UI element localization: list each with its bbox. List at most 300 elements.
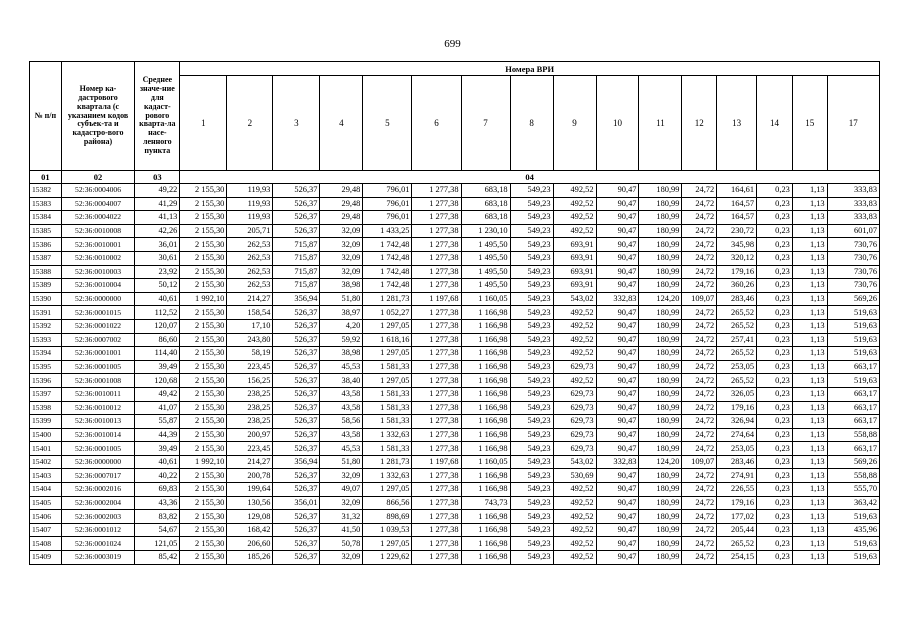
vri-value-15: 1,13 <box>792 265 827 279</box>
vri-value-9: 492,52 <box>553 347 596 361</box>
vri-value-3: 526,37 <box>273 428 320 442</box>
vri-value-10: 90,47 <box>596 523 639 537</box>
vri-value-6: 1 277,38 <box>412 483 461 497</box>
vri-value-4: 58,56 <box>320 415 363 429</box>
vri-value-4: 32,09 <box>320 238 363 252</box>
cadastral-quarter: 52:36:0010014 <box>61 428 135 442</box>
vri-value-3: 526,37 <box>273 347 320 361</box>
vri-value-6: 1 197,68 <box>412 292 461 306</box>
vri-value-3: 526,37 <box>273 319 320 333</box>
vri-value-7: 1 166,98 <box>461 347 510 361</box>
table-row <box>30 306 880 320</box>
table-row <box>30 455 880 469</box>
header-avg: Среднее значе-ние для кадаст-рового кварта-ла насе-ленного пункта <box>135 62 180 171</box>
vri-value-2: 158,54 <box>227 306 273 320</box>
vri-value-5: 1 052,27 <box>363 306 412 320</box>
vri-value-5: 1 297,05 <box>363 347 412 361</box>
vri-value-17: 730,76 <box>827 251 879 265</box>
vri-value-13: 265,52 <box>717 306 757 320</box>
vri-value-8: 549,23 <box>510 319 553 333</box>
row-index: 15405 <box>30 496 62 510</box>
vri-value-10: 90,47 <box>596 537 639 551</box>
cadastral-quarter: 52:36:0001005 <box>61 442 135 456</box>
vri-value-17: 519,63 <box>827 537 879 551</box>
vri-value-8: 549,23 <box>510 306 553 320</box>
average-value: 39,49 <box>135 360 180 374</box>
vri-value-10: 90,47 <box>596 184 639 198</box>
vri-value-12: 24,72 <box>682 401 717 415</box>
vri-value-13: 265,52 <box>717 537 757 551</box>
vri-value-5: 1 433,25 <box>363 224 412 238</box>
vri-value-4: 32,09 <box>320 496 363 510</box>
vri-value-17: 730,76 <box>827 279 879 293</box>
vri-value-6: 1 277,38 <box>412 238 461 252</box>
vri-value-11: 180,99 <box>639 374 682 388</box>
vri-value-9: 693,91 <box>553 279 596 293</box>
cadastral-quarter: 52:36:0002004 <box>61 496 135 510</box>
row-index: 15397 <box>30 387 62 401</box>
vri-value-8: 549,23 <box>510 238 553 252</box>
cadastral-quarter: 52:36:0010008 <box>61 224 135 238</box>
vri-value-3: 526,37 <box>273 523 320 537</box>
vri-value-17: 558,88 <box>827 469 879 483</box>
header-vri-1: 1 <box>180 76 227 171</box>
table-row <box>30 483 880 497</box>
vri-value-1: 2 155,30 <box>180 319 227 333</box>
vri-value-5: 1 581,33 <box>363 360 412 374</box>
vri-value-11: 180,99 <box>639 184 682 198</box>
vri-value-6: 1 277,38 <box>412 211 461 225</box>
row-index: 15390 <box>30 292 62 306</box>
vri-value-2: 168,42 <box>227 523 273 537</box>
vri-value-15: 1,13 <box>792 251 827 265</box>
vri-value-14: 0,23 <box>757 374 793 388</box>
vri-value-3: 526,37 <box>273 510 320 524</box>
vri-value-11: 180,99 <box>639 224 682 238</box>
vri-value-10: 90,47 <box>596 510 639 524</box>
vri-value-7: 1 166,98 <box>461 523 510 537</box>
vri-value-9: 629,73 <box>553 428 596 442</box>
vri-value-17: 555,70 <box>827 483 879 497</box>
vri-value-17: 363,42 <box>827 496 879 510</box>
table-row <box>30 496 880 510</box>
vri-value-17: 663,17 <box>827 415 879 429</box>
vri-value-8: 549,23 <box>510 455 553 469</box>
row-index: 15389 <box>30 279 62 293</box>
vri-value-2: 205,71 <box>227 224 273 238</box>
vri-value-15: 1,13 <box>792 455 827 469</box>
vri-value-14: 0,23 <box>757 306 793 320</box>
row-index: 15384 <box>30 211 62 225</box>
vri-value-4: 32,09 <box>320 551 363 565</box>
vri-value-3: 356,94 <box>273 455 320 469</box>
vri-value-5: 1 742,48 <box>363 251 412 265</box>
vri-value-6: 1 277,38 <box>412 469 461 483</box>
vri-value-8: 549,23 <box>510 184 553 198</box>
vri-value-7: 1 166,98 <box>461 442 510 456</box>
vri-value-8: 549,23 <box>510 401 553 415</box>
vri-value-13: 205,44 <box>717 523 757 537</box>
header-code-01: 01 <box>30 171 62 184</box>
row-index: 15401 <box>30 442 62 456</box>
vri-value-8: 549,23 <box>510 483 553 497</box>
vri-value-10: 90,47 <box>596 374 639 388</box>
vri-value-8: 549,23 <box>510 279 553 293</box>
vri-value-9: 492,52 <box>553 551 596 565</box>
vri-value-9: 543,02 <box>553 455 596 469</box>
vri-value-13: 177,02 <box>717 510 757 524</box>
row-index: 15407 <box>30 523 62 537</box>
vri-value-10: 90,47 <box>596 387 639 401</box>
header-code-04: 04 <box>180 171 880 184</box>
cadastral-quarter: 52:36:0001008 <box>61 374 135 388</box>
vri-value-7: 1 166,98 <box>461 551 510 565</box>
cadastral-quarter: 52:36:0004022 <box>61 211 135 225</box>
table-row <box>30 265 880 279</box>
vri-value-7: 683,18 <box>461 184 510 198</box>
vri-value-14: 0,23 <box>757 401 793 415</box>
vri-value-15: 1,13 <box>792 415 827 429</box>
vri-value-2: 199,64 <box>227 483 273 497</box>
vri-value-8: 549,23 <box>510 374 553 388</box>
vri-value-6: 1 197,68 <box>412 455 461 469</box>
vri-value-5: 796,01 <box>363 184 412 198</box>
vri-value-5: 1 581,33 <box>363 415 412 429</box>
vri-value-13: 164,61 <box>717 184 757 198</box>
vri-value-9: 492,52 <box>553 483 596 497</box>
cadastral-value-table <box>29 61 880 565</box>
vri-value-3: 526,37 <box>273 469 320 483</box>
vri-value-4: 43,58 <box>320 428 363 442</box>
vri-value-7: 1 166,98 <box>461 306 510 320</box>
vri-value-7: 1 166,98 <box>461 319 510 333</box>
vri-value-11: 180,99 <box>639 319 682 333</box>
cadastral-quarter: 52:36:0001012 <box>61 523 135 537</box>
vri-value-5: 1 281,73 <box>363 292 412 306</box>
vri-value-17: 519,63 <box>827 551 879 565</box>
vri-value-6: 1 277,38 <box>412 197 461 211</box>
vri-value-12: 24,72 <box>682 306 717 320</box>
vri-value-8: 549,23 <box>510 347 553 361</box>
header-vri-12: 12 <box>682 76 717 171</box>
table-row <box>30 319 880 333</box>
vri-value-1: 2 155,30 <box>180 347 227 361</box>
vri-value-10: 90,47 <box>596 224 639 238</box>
vri-value-7: 683,18 <box>461 197 510 211</box>
vri-value-4: 32,09 <box>320 265 363 279</box>
vri-value-1: 2 155,30 <box>180 224 227 238</box>
row-index: 15398 <box>30 401 62 415</box>
vri-value-9: 693,91 <box>553 251 596 265</box>
vri-value-17: 730,76 <box>827 238 879 252</box>
vri-value-2: 223,45 <box>227 442 273 456</box>
vri-value-5: 1 297,05 <box>363 319 412 333</box>
cadastral-quarter: 52:36:0010001 <box>61 238 135 252</box>
vri-value-7: 1 166,98 <box>461 428 510 442</box>
vri-value-15: 1,13 <box>792 279 827 293</box>
vri-value-10: 90,47 <box>596 415 639 429</box>
vri-value-4: 50,78 <box>320 537 363 551</box>
vri-value-3: 526,37 <box>273 211 320 225</box>
vri-value-15: 1,13 <box>792 292 827 306</box>
vri-value-2: 129,08 <box>227 510 273 524</box>
vri-value-1: 2 155,30 <box>180 496 227 510</box>
average-value: 30,61 <box>135 251 180 265</box>
header-vri-2: 2 <box>227 76 273 171</box>
vri-value-11: 180,99 <box>639 347 682 361</box>
vri-value-8: 549,23 <box>510 197 553 211</box>
vri-value-3: 526,37 <box>273 483 320 497</box>
vri-value-15: 1,13 <box>792 469 827 483</box>
vri-value-14: 0,23 <box>757 347 793 361</box>
vri-value-1: 2 155,30 <box>180 184 227 198</box>
vri-value-10: 90,47 <box>596 347 639 361</box>
vri-value-15: 1,13 <box>792 496 827 510</box>
vri-value-13: 265,52 <box>717 374 757 388</box>
vri-value-10: 90,47 <box>596 496 639 510</box>
vri-value-17: 558,88 <box>827 428 879 442</box>
average-value: 43,36 <box>135 496 180 510</box>
vri-value-1: 2 155,30 <box>180 238 227 252</box>
header-vri-4: 4 <box>320 76 363 171</box>
average-value: 49,22 <box>135 184 180 198</box>
vri-value-11: 180,99 <box>639 360 682 374</box>
vri-value-15: 1,13 <box>792 197 827 211</box>
header-vri-13: 13 <box>717 76 757 171</box>
vri-value-12: 24,72 <box>682 184 717 198</box>
vri-value-4: 29,48 <box>320 211 363 225</box>
vri-value-11: 180,99 <box>639 238 682 252</box>
average-value: 85,42 <box>135 551 180 565</box>
row-index: 15385 <box>30 224 62 238</box>
vri-value-15: 1,13 <box>792 387 827 401</box>
vri-value-7: 1 166,98 <box>461 510 510 524</box>
cadastral-quarter: 52:36:0000000 <box>61 455 135 469</box>
table-row <box>30 401 880 415</box>
row-index: 15406 <box>30 510 62 524</box>
vri-value-8: 549,23 <box>510 387 553 401</box>
vri-value-17: 730,76 <box>827 265 879 279</box>
vri-value-2: 206,60 <box>227 537 273 551</box>
vri-value-13: 179,16 <box>717 265 757 279</box>
vri-value-1: 2 155,30 <box>180 211 227 225</box>
vri-value-10: 90,47 <box>596 428 639 442</box>
vri-value-14: 0,23 <box>757 455 793 469</box>
vri-value-5: 1 297,05 <box>363 483 412 497</box>
vri-value-7: 683,18 <box>461 211 510 225</box>
vri-value-13: 283,46 <box>717 455 757 469</box>
header-vri-7: 7 <box>461 76 510 171</box>
average-value: 86,60 <box>135 333 180 347</box>
vri-value-3: 526,37 <box>273 415 320 429</box>
vri-value-12: 24,72 <box>682 469 717 483</box>
table-row <box>30 224 880 238</box>
cadastral-quarter: 52:36:0010002 <box>61 251 135 265</box>
vri-value-14: 0,23 <box>757 211 793 225</box>
vri-value-4: 29,48 <box>320 184 363 198</box>
cadastral-quarter: 52:36:0003019 <box>61 551 135 565</box>
vri-value-14: 0,23 <box>757 238 793 252</box>
vri-value-4: 49,07 <box>320 483 363 497</box>
vri-value-4: 41,50 <box>320 523 363 537</box>
vri-value-12: 24,72 <box>682 224 717 238</box>
cadastral-quarter: 52:36:0010013 <box>61 415 135 429</box>
vri-value-13: 179,16 <box>717 496 757 510</box>
vri-value-13: 226,55 <box>717 483 757 497</box>
vri-value-1: 2 155,30 <box>180 537 227 551</box>
header-vri-8: 8 <box>510 76 553 171</box>
vri-value-13: 274,64 <box>717 428 757 442</box>
table-row <box>30 442 880 456</box>
average-value: 42,26 <box>135 224 180 238</box>
vri-value-10: 90,47 <box>596 469 639 483</box>
vri-value-8: 549,23 <box>510 415 553 429</box>
row-index: 15399 <box>30 415 62 429</box>
table-row <box>30 510 880 524</box>
vri-value-10: 90,47 <box>596 551 639 565</box>
vri-value-4: 32,09 <box>320 251 363 265</box>
vri-value-1: 2 155,30 <box>180 401 227 415</box>
vri-value-11: 180,99 <box>639 496 682 510</box>
table-row <box>30 428 880 442</box>
vri-value-7: 1 166,98 <box>461 374 510 388</box>
vri-value-4: 43,58 <box>320 387 363 401</box>
vri-value-7: 1 495,50 <box>461 279 510 293</box>
vri-value-7: 1 166,98 <box>461 401 510 415</box>
vri-value-14: 0,23 <box>757 469 793 483</box>
vri-value-9: 629,73 <box>553 442 596 456</box>
vri-value-5: 1 581,33 <box>363 442 412 456</box>
vri-value-15: 1,13 <box>792 347 827 361</box>
table-row <box>30 184 880 198</box>
vri-value-9: 629,73 <box>553 360 596 374</box>
vri-value-5: 1 297,05 <box>363 537 412 551</box>
vri-value-4: 32,09 <box>320 224 363 238</box>
vri-value-3: 526,37 <box>273 374 320 388</box>
vri-value-4: 38,40 <box>320 374 363 388</box>
vri-value-9: 492,52 <box>553 306 596 320</box>
vri-value-5: 1 229,62 <box>363 551 412 565</box>
vri-value-17: 601,07 <box>827 224 879 238</box>
vri-value-1: 2 155,30 <box>180 360 227 374</box>
vri-value-10: 332,83 <box>596 292 639 306</box>
vri-value-7: 1 230,10 <box>461 224 510 238</box>
vri-value-14: 0,23 <box>757 197 793 211</box>
vri-value-17: 333,83 <box>827 211 879 225</box>
vri-value-15: 1,13 <box>792 442 827 456</box>
vri-value-12: 24,72 <box>682 442 717 456</box>
vri-value-14: 0,23 <box>757 551 793 565</box>
row-index: 15392 <box>30 319 62 333</box>
table-row <box>30 523 880 537</box>
header-vri-14: 14 <box>757 76 793 171</box>
vri-value-7: 1 166,98 <box>461 387 510 401</box>
vri-value-11: 180,99 <box>639 537 682 551</box>
vri-value-12: 109,07 <box>682 455 717 469</box>
vri-value-12: 24,72 <box>682 197 717 211</box>
vri-value-15: 1,13 <box>792 211 827 225</box>
vri-value-17: 519,63 <box>827 374 879 388</box>
cadastral-quarter: 52:36:0002003 <box>61 510 135 524</box>
vri-value-7: 1 166,98 <box>461 333 510 347</box>
header-kvartal: Номер ка-дастрового квартала (с указанием кодов субъек-та и кадастро-вого района) <box>61 62 135 171</box>
vri-value-5: 1 281,73 <box>363 455 412 469</box>
vri-value-4: 32,09 <box>320 469 363 483</box>
vri-value-8: 549,23 <box>510 428 553 442</box>
vri-value-8: 549,23 <box>510 442 553 456</box>
average-value: 40,61 <box>135 292 180 306</box>
vri-value-2: 243,80 <box>227 333 273 347</box>
vri-value-13: 257,41 <box>717 333 757 347</box>
average-value: 40,61 <box>135 455 180 469</box>
row-index: 15404 <box>30 483 62 497</box>
vri-value-8: 549,23 <box>510 333 553 347</box>
vri-value-7: 743,73 <box>461 496 510 510</box>
vri-value-9: 492,52 <box>553 184 596 198</box>
vri-value-7: 1 166,98 <box>461 360 510 374</box>
vri-value-4: 38,98 <box>320 347 363 361</box>
vri-value-17: 663,17 <box>827 401 879 415</box>
cadastral-quarter: 52:36:0001022 <box>61 319 135 333</box>
vri-value-5: 1 742,48 <box>363 238 412 252</box>
vri-value-7: 1 166,98 <box>461 415 510 429</box>
vri-value-12: 24,72 <box>682 387 717 401</box>
vri-value-9: 693,91 <box>553 265 596 279</box>
vri-value-3: 715,87 <box>273 238 320 252</box>
vri-value-11: 124,20 <box>639 455 682 469</box>
vri-value-8: 549,23 <box>510 360 553 374</box>
vri-value-15: 1,13 <box>792 184 827 198</box>
vri-value-13: 326,05 <box>717 387 757 401</box>
vri-value-17: 519,63 <box>827 333 879 347</box>
vri-value-15: 1,13 <box>792 510 827 524</box>
vri-value-11: 180,99 <box>639 401 682 415</box>
vri-value-9: 492,52 <box>553 496 596 510</box>
vri-value-11: 180,99 <box>639 251 682 265</box>
header-vri-3: 3 <box>273 76 320 171</box>
vri-value-10: 90,47 <box>596 279 639 293</box>
vri-value-1: 2 155,30 <box>180 442 227 456</box>
vri-value-8: 549,23 <box>510 265 553 279</box>
vri-value-2: 119,93 <box>227 211 273 225</box>
average-value: 49,42 <box>135 387 180 401</box>
table-row <box>30 251 880 265</box>
table-row <box>30 347 880 361</box>
vri-value-7: 1 495,50 <box>461 238 510 252</box>
table-row <box>30 415 880 429</box>
vri-value-14: 0,23 <box>757 319 793 333</box>
table-row <box>30 292 880 306</box>
vri-value-14: 0,23 <box>757 279 793 293</box>
vri-value-2: 223,45 <box>227 360 273 374</box>
vri-value-3: 526,37 <box>273 537 320 551</box>
vri-value-1: 2 155,30 <box>180 333 227 347</box>
vri-value-2: 214,27 <box>227 455 273 469</box>
table-row <box>30 374 880 388</box>
vri-value-14: 0,23 <box>757 523 793 537</box>
cadastral-quarter: 52:36:0010004 <box>61 279 135 293</box>
vri-value-8: 549,23 <box>510 224 553 238</box>
vri-value-10: 90,47 <box>596 483 639 497</box>
vri-value-12: 24,72 <box>682 523 717 537</box>
vri-value-12: 24,72 <box>682 551 717 565</box>
vri-value-12: 24,72 <box>682 319 717 333</box>
vri-value-17: 519,63 <box>827 347 879 361</box>
vri-value-17: 333,83 <box>827 197 879 211</box>
vri-value-6: 1 277,38 <box>412 184 461 198</box>
vri-value-5: 1 297,05 <box>363 374 412 388</box>
vri-value-3: 356,94 <box>273 292 320 306</box>
